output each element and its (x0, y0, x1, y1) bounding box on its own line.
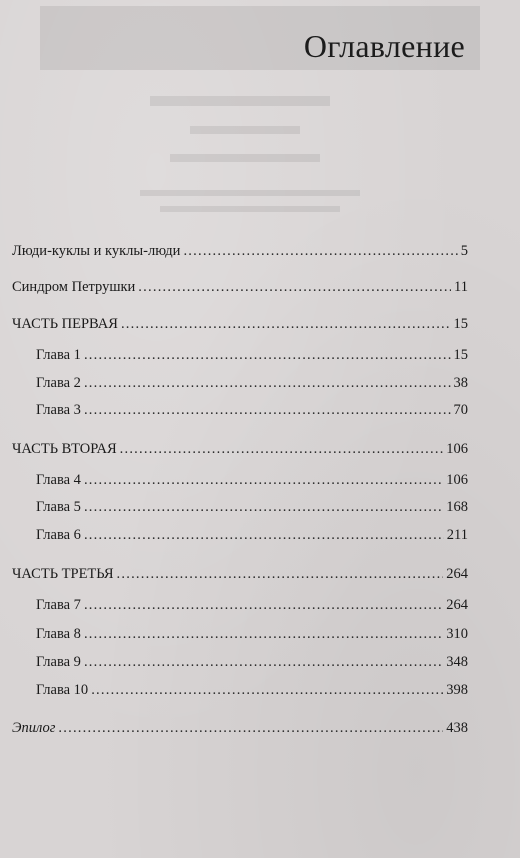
toc-entry-label: Глава 2 (36, 375, 81, 391)
toc-entry-page-number: 398 (446, 682, 468, 698)
toc-entry-page-number: 310 (446, 626, 468, 642)
dot-leader (84, 401, 451, 419)
dot-leader (84, 653, 443, 671)
toc-entry-label: ЧАСТЬ ВТОРАЯ (12, 441, 117, 457)
toc-entry-page-number: 168 (446, 499, 468, 515)
toc-entry-label: Глава 10 (36, 682, 89, 698)
toc-entry-page-number: 106 (446, 472, 468, 488)
dot-leader (84, 471, 443, 489)
dot-leader (84, 625, 443, 643)
toc-entry (12, 719, 468, 737)
toc-entry (12, 565, 468, 583)
toc-entry-label: Эпилог (12, 720, 56, 736)
dot-leader (117, 565, 444, 583)
dot-leader (84, 526, 444, 544)
toc-entry (12, 242, 468, 260)
toc-entry-label: Глава 7 (36, 597, 81, 613)
toc-entry (36, 471, 468, 489)
toc-entry-label: Глава 1 (36, 347, 81, 363)
page-title: Оглавление (303, 28, 465, 64)
toc-entry-label: ЧАСТЬ ПЕРВАЯ (12, 316, 118, 332)
dot-leader (138, 278, 451, 296)
toc-entry-page-number: 70 (453, 402, 468, 418)
dot-leader (84, 596, 443, 614)
toc-entry-label: Люди-куклы и куклы-люди (12, 243, 181, 259)
toc-entry-label: Глава 6 (36, 527, 81, 543)
toc-entry-page-number: 264 (446, 597, 468, 613)
toc-entry-page-number: 211 (446, 527, 468, 543)
toc-entry-label: Глава 5 (36, 499, 81, 515)
toc-entry (12, 440, 468, 458)
toc-entry-label: Глава 9 (36, 654, 81, 670)
toc-entry (36, 596, 468, 614)
toc-entry (12, 278, 468, 296)
toc-entry-page-number: 438 (446, 720, 468, 736)
dot-leader (183, 242, 457, 260)
toc-entry (12, 315, 468, 333)
toc-entry-page-number: 15 (453, 316, 468, 332)
toc-entry-label: Глава 4 (36, 472, 81, 488)
toc-entry-label: ЧАСТЬ ТРЕТЬЯ (12, 566, 114, 582)
toc-entry-label: Синдром Петрушки (12, 279, 136, 295)
toc-entry (36, 346, 468, 364)
toc-entry (36, 374, 468, 392)
toc-entry-page-number: 11 (454, 279, 468, 295)
dot-leader (121, 315, 451, 333)
toc-entry (36, 625, 468, 643)
toc-entry-page-number: 264 (446, 566, 468, 582)
toc-entry (36, 653, 468, 671)
toc-entry (36, 401, 468, 419)
dot-leader (84, 374, 451, 392)
toc-entry (36, 526, 468, 544)
toc-entry-page-number: 106 (446, 441, 468, 457)
dot-leader (84, 346, 451, 364)
toc-entry-page-number: 5 (460, 243, 468, 259)
toc-entry (36, 681, 468, 699)
dot-leader (91, 681, 443, 699)
dot-leader (120, 440, 444, 458)
toc-entry-label: Глава 3 (36, 402, 81, 418)
dot-leader (84, 498, 443, 516)
toc-entry-page-number: 348 (446, 654, 468, 670)
toc-entry-label: Глава 8 (36, 626, 81, 642)
toc-entry-page-number: 38 (453, 375, 468, 391)
dot-leader (58, 719, 443, 737)
toc-entry (36, 498, 468, 516)
toc-entry-page-number: 15 (453, 347, 468, 363)
